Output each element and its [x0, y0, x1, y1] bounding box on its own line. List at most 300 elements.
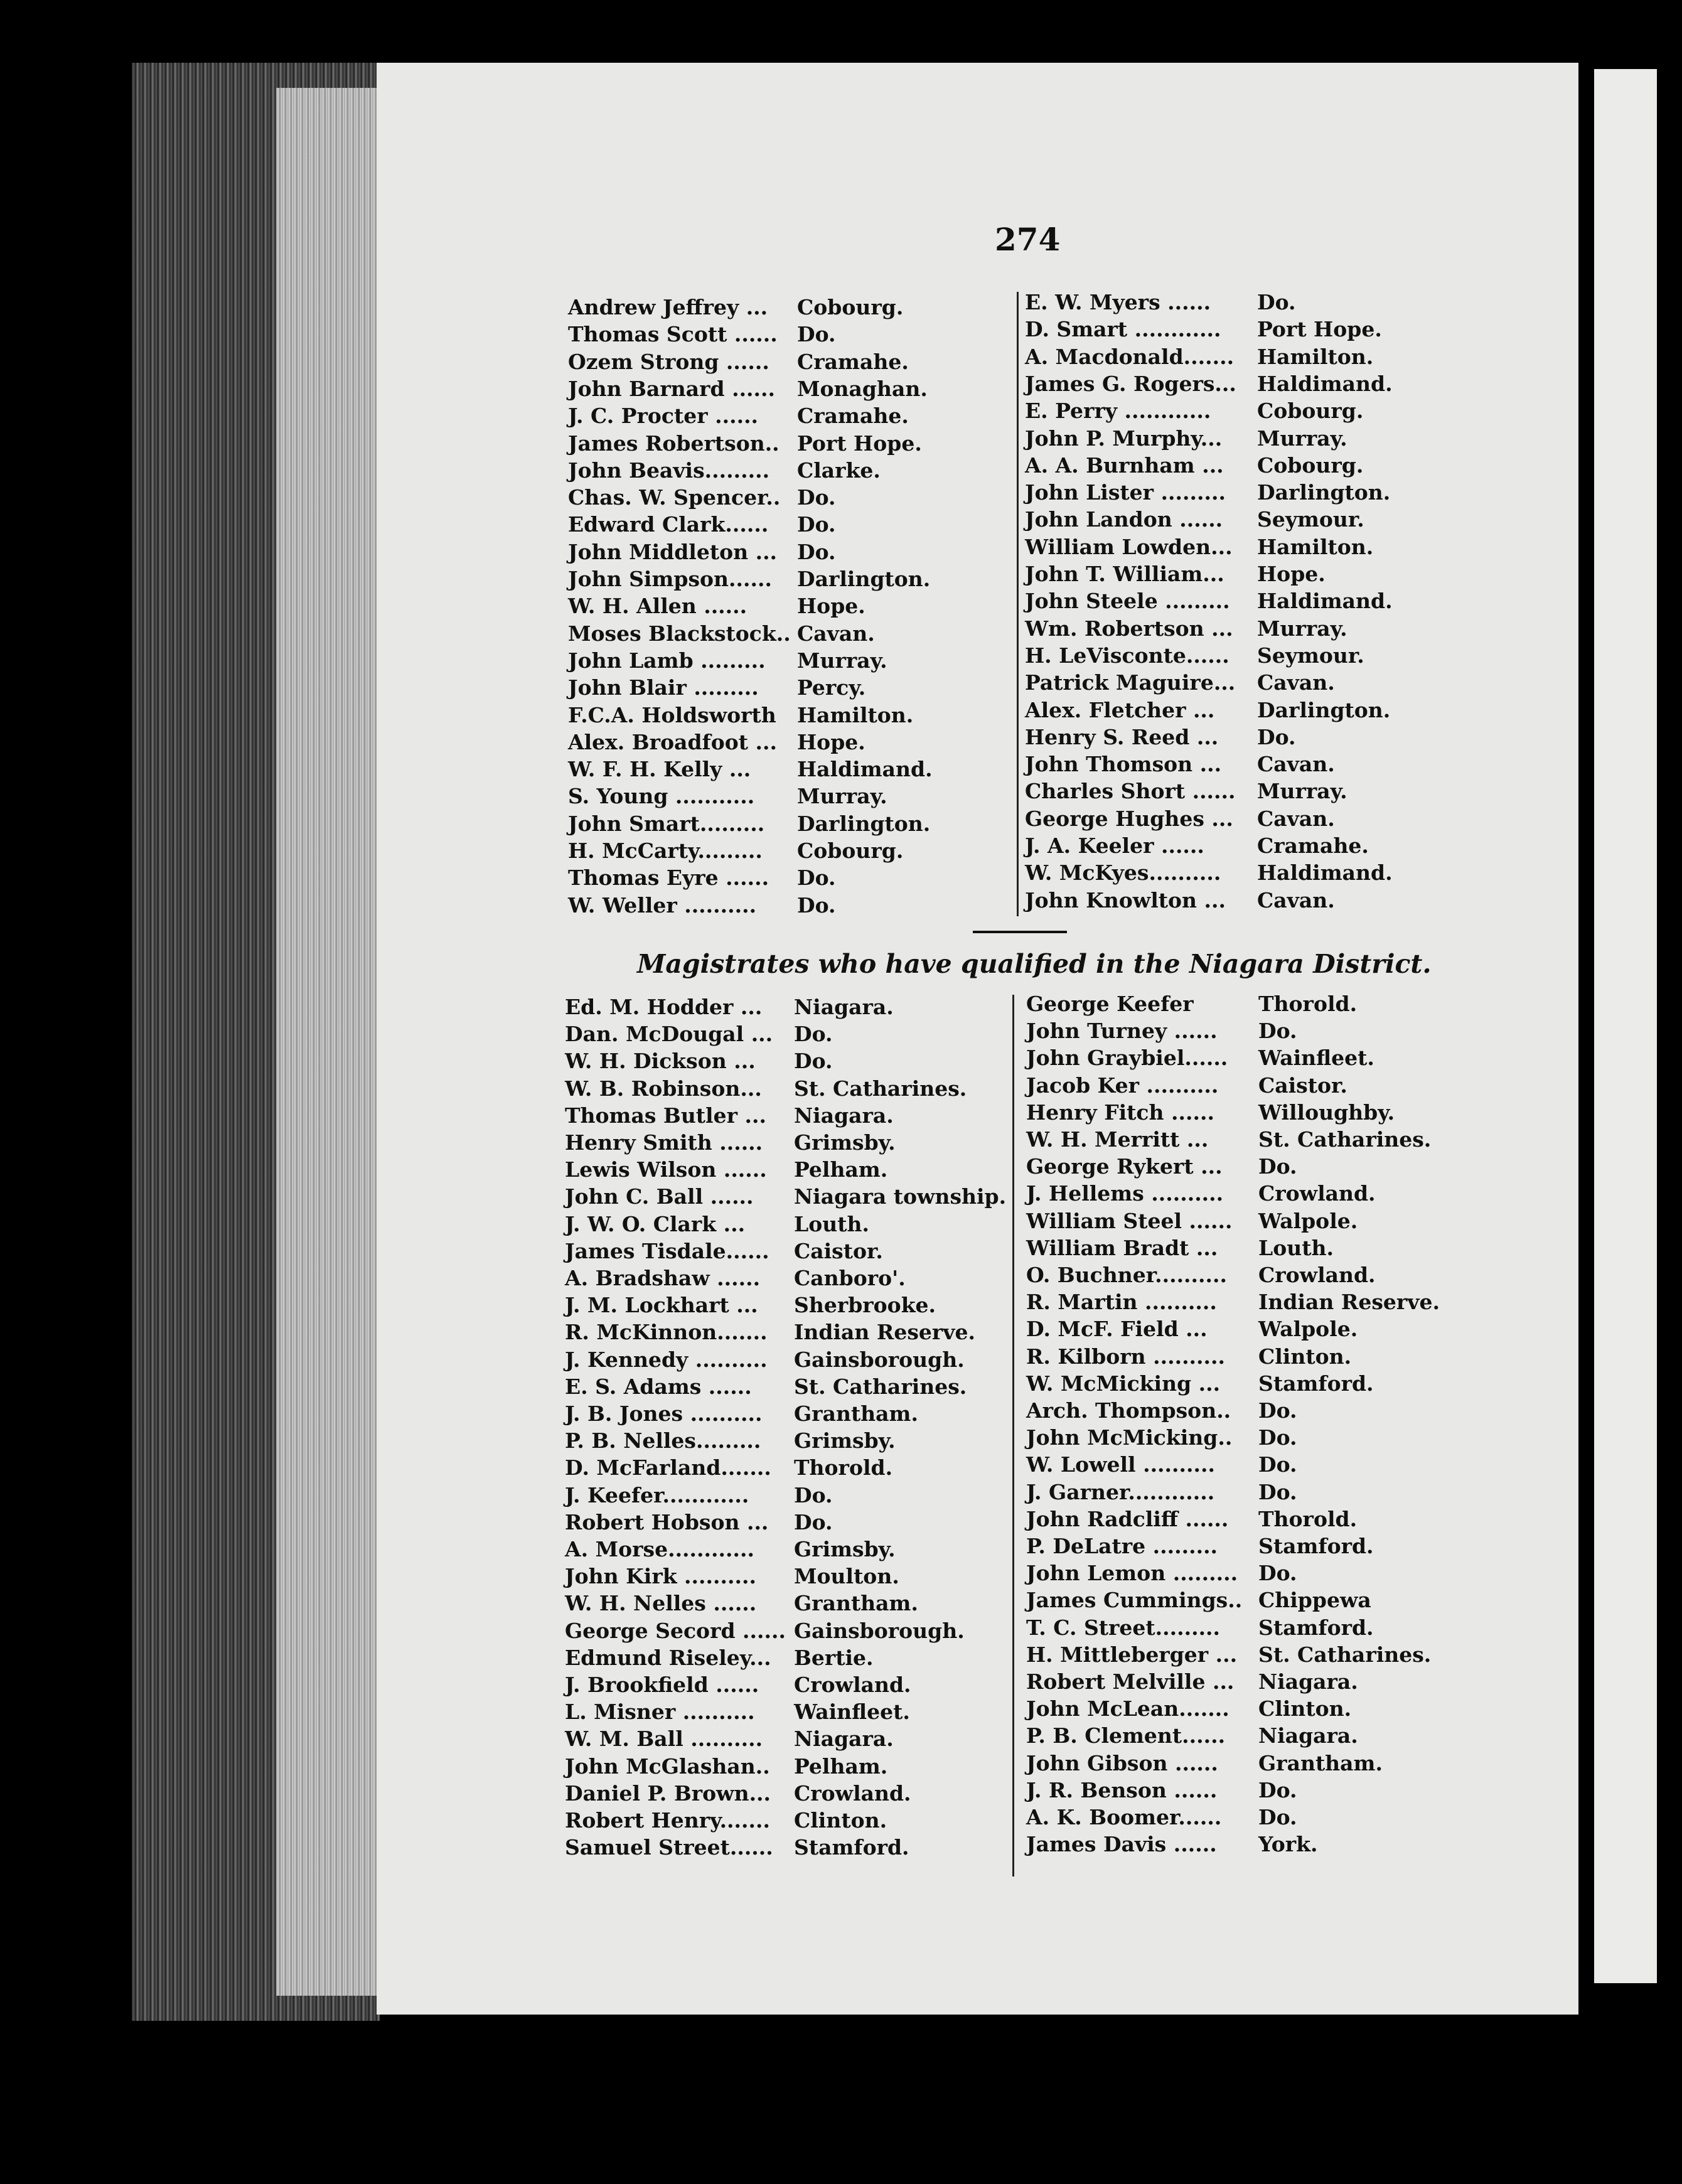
magistrate-name: W. Weller ..........	[568, 892, 757, 918]
magistrate-name: T. C. Street.........	[1026, 1615, 1221, 1640]
magistrate-place: Do.	[797, 892, 836, 918]
magistrate-name: A. A. Burnham ...	[1025, 452, 1224, 478]
magistrate-entry	[1025, 535, 1464, 560]
magistrate-name: R. McKinnon.......	[565, 1320, 768, 1345]
magistrate-entry	[1025, 616, 1464, 641]
magistrate-entry	[565, 1184, 1007, 1209]
magistrate-name: John P. Murphy...	[1025, 426, 1223, 451]
magistrate-place: Port Hope.	[1257, 317, 1382, 342]
magistrate-entry	[1026, 1696, 1465, 1721]
magistrate-entry	[568, 865, 1007, 891]
magistrate-entry	[1025, 725, 1464, 750]
magistrate-place: Thorold.	[1258, 1506, 1358, 1531]
magistrate-place: Grimsby.	[794, 1537, 896, 1561]
magistrate-place: Do.	[1257, 290, 1296, 314]
magistrate-name: J. Hellems ..........	[1026, 1181, 1224, 1206]
magistrate-name: Arch. Thompson..	[1026, 1398, 1231, 1423]
magistrate-entry	[1026, 1073, 1465, 1098]
magistrate-entry	[1026, 1236, 1465, 1261]
magistrate-name: John Middleton ...	[568, 539, 778, 564]
magistrate-name: W. B. Robinson...	[565, 1076, 762, 1101]
magistrate-place: St. Catharines.	[794, 1076, 967, 1101]
magistrate-name: J. Kennedy ..........	[565, 1347, 768, 1372]
magistrate-place: Canboro'.	[794, 1266, 906, 1290]
magistrate-place: Cramahe.	[797, 349, 909, 374]
magistrate-entry	[565, 1455, 1004, 1480]
magistrate-entry	[1026, 992, 1465, 1017]
magistrate-place: Crowland.	[1258, 1263, 1376, 1287]
magistrate-entry	[568, 675, 1007, 700]
magistrate-place: Cobourg.	[1257, 452, 1364, 478]
magistrate-name: E. Perry ............	[1025, 399, 1211, 424]
magistrate-name: J. R. Benson ......	[1026, 1777, 1218, 1802]
magistrate-name: D. McF. Field ...	[1026, 1317, 1208, 1342]
magistrate-place: Stamford.	[794, 1835, 909, 1860]
magistrate-name: D. Smart ............	[1025, 317, 1221, 342]
magistrate-place: Stamford.	[1258, 1534, 1374, 1558]
magistrate-name: W. M. Ball ..........	[565, 1726, 763, 1752]
magistrate-place: Clinton.	[794, 1808, 887, 1833]
magistrate-entry	[1025, 752, 1464, 777]
magistrate-entry	[565, 1049, 1004, 1074]
magistrate-name: W. H. Dickson ...	[565, 1049, 756, 1074]
magistrate-place: Hamilton.	[797, 702, 914, 727]
magistrate-name: Alex. Fletcher ...	[1025, 697, 1215, 722]
magistrate-name: W. H. Merritt ...	[1026, 1127, 1209, 1152]
magistrate-entry	[568, 567, 1007, 592]
magistrate-place: Do.	[1258, 1019, 1297, 1044]
magistrate-place: Do.	[794, 1509, 833, 1534]
magistrate-entry	[565, 1700, 1004, 1725]
magistrate-name: William Lowden...	[1025, 534, 1233, 559]
magistrate-place: Walpole.	[1258, 1317, 1358, 1342]
magistrate-place: Grantham.	[794, 1591, 918, 1616]
magistrate-entry	[1025, 670, 1464, 695]
magistrate-place: Thorold.	[794, 1455, 893, 1480]
magistrate-name: R. Martin ..........	[1026, 1290, 1217, 1315]
magistrate-entry	[1026, 1452, 1465, 1477]
magistrate-place: Darlington.	[1257, 480, 1391, 505]
magistrate-name: Patrick Maguire...	[1025, 670, 1236, 695]
magistrate-entry	[565, 1293, 1004, 1318]
book-page-edges-light	[276, 88, 377, 1996]
magistrate-name: John Knowlton ...	[1025, 887, 1226, 913]
magistrate-place: Do.	[797, 512, 836, 537]
magistrate-name: John Simpson......	[568, 567, 772, 591]
magistrate-entry	[1026, 1154, 1465, 1179]
magistrate-entry	[1025, 290, 1464, 315]
magistrate-name: W. F. H. Kelly ...	[568, 757, 751, 782]
magistrate-name: J. Garner............	[1026, 1479, 1215, 1504]
magistrate-place: Darlington.	[797, 811, 931, 836]
magistrate-entry	[1026, 1507, 1465, 1532]
magistrate-place: Cramahe.	[797, 404, 909, 429]
facing-page-edge	[1594, 69, 1657, 1983]
magistrate-name: W. Lowell ..........	[1026, 1452, 1215, 1477]
magistrate-name: S. Young ...........	[568, 784, 755, 809]
magistrate-name: J. W. O. Clark ...	[565, 1211, 746, 1236]
magistrate-name: Robert Melville ...	[1026, 1669, 1235, 1694]
magistrate-place: Grantham.	[1258, 1750, 1383, 1775]
magistrate-name: J. B. Jones ..........	[565, 1401, 763, 1426]
magistrate-place: Willoughby.	[1258, 1100, 1395, 1125]
magistrate-entry	[565, 1673, 1004, 1698]
magistrate-name: John C. Ball ......	[565, 1184, 754, 1209]
magistrate-place: Cavan.	[1257, 670, 1335, 695]
magistrate-entry	[1026, 1127, 1465, 1152]
magistrate-name: John McLean.......	[1026, 1696, 1229, 1721]
magistrate-entry	[1026, 1398, 1465, 1423]
magistrate-place: Grimsby.	[794, 1428, 896, 1453]
magistrate-place: Hamilton.	[1257, 534, 1374, 559]
magistrate-name: Thomas Scott ......	[568, 322, 778, 347]
magistrate-entry	[1026, 1561, 1465, 1586]
magistrate-name: Moses Blackstock..	[568, 621, 791, 646]
magistrate-entry	[565, 1537, 1004, 1562]
magistrate-entry	[1026, 1371, 1465, 1396]
page-number: 274	[995, 221, 1061, 258]
magistrate-place: Wainfleet.	[794, 1700, 910, 1725]
magistrate-entry	[1025, 345, 1464, 370]
magistrate-name: John Thomson ...	[1025, 752, 1222, 777]
magistrate-entry	[565, 1619, 1004, 1644]
magistrate-name: P. B. Clement......	[1026, 1723, 1226, 1748]
magistrate-place: Chippewa	[1258, 1588, 1371, 1613]
magistrate-place: St. Catharines.	[1258, 1642, 1432, 1667]
magistrate-name: John Gibson ......	[1026, 1750, 1218, 1775]
magistrate-place: Haldimand.	[1257, 589, 1393, 614]
magistrate-entry	[568, 431, 1007, 456]
magistrate-entry	[1025, 643, 1464, 668]
magistrate-entry	[1025, 779, 1464, 804]
magistrate-entry	[1026, 1317, 1465, 1342]
magistrate-entry	[568, 322, 1007, 347]
magistrate-place: Hope.	[797, 729, 865, 754]
magistrate-entry	[568, 295, 1007, 320]
magistrate-name: James Davis ......	[1026, 1832, 1217, 1857]
magistrate-entry	[1026, 1723, 1465, 1748]
magistrate-place: Do.	[1258, 1452, 1297, 1477]
magistrate-place: Cavan.	[1257, 752, 1335, 777]
magistrate-place: Grantham.	[794, 1401, 918, 1426]
magistrate-name: John Blair .........	[568, 675, 759, 700]
magistrate-entry	[1025, 317, 1464, 342]
magistrate-place: Niagara township.	[794, 1184, 1007, 1209]
magistrate-place: Hamilton.	[1257, 344, 1374, 369]
magistrate-place: Do.	[794, 1022, 833, 1047]
magistrate-place: Cobourg.	[797, 838, 904, 863]
magistrate-place: Do.	[794, 1482, 833, 1507]
magistrate-entry	[565, 1428, 1004, 1453]
magistrate-name: John McGlashan..	[565, 1753, 770, 1779]
magistrate-place: Niagara.	[794, 1103, 894, 1128]
magistrate-name: William Steel ......	[1026, 1208, 1233, 1233]
magistrate-name: Daniel P. Brown...	[565, 1780, 771, 1806]
magistrate-entry	[565, 1239, 1004, 1264]
magistrate-name: James Tisdale......	[565, 1238, 769, 1263]
magistrate-place: Do.	[1258, 1777, 1297, 1802]
magistrate-entry	[568, 757, 1007, 782]
magistrate-entry	[568, 350, 1007, 375]
magistrate-entry	[1026, 1669, 1465, 1694]
magistrate-entry	[1025, 399, 1464, 424]
magistrate-place: Thorold.	[1258, 992, 1358, 1016]
magistrate-name: Ozem Strong ......	[568, 349, 769, 374]
magistrate-name: D. McFarland.......	[565, 1455, 771, 1480]
magistrate-name: George Rykert ...	[1026, 1154, 1223, 1179]
magistrate-entry	[568, 485, 1007, 510]
magistrate-place: Niagara.	[1258, 1669, 1358, 1694]
magistrate-name: Henry S. Reed ...	[1025, 724, 1219, 749]
magistrate-entry	[1025, 372, 1464, 397]
magistrate-place: Do.	[797, 485, 836, 510]
magistrate-name: James G. Rogers...	[1025, 371, 1236, 396]
magistrate-place: Murray.	[797, 648, 887, 673]
magistrate-name: H. Mittleberger ...	[1026, 1642, 1238, 1667]
magistrate-entry	[565, 1374, 1004, 1400]
magistrate-entry	[1026, 1046, 1465, 1071]
magistrate-place: Grimsby.	[794, 1130, 896, 1155]
magistrate-entry	[1025, 426, 1464, 451]
magistrate-entry	[1025, 562, 1464, 587]
magistrate-name: Dan. McDougal ...	[565, 1022, 773, 1047]
magistrate-entry	[568, 730, 1007, 755]
magistrate-entry	[565, 1347, 1004, 1373]
magistrate-entry	[565, 1401, 1004, 1427]
magistrate-entry	[565, 995, 1004, 1020]
magistrate-name: John Turney ......	[1026, 1019, 1218, 1044]
magistrate-place: Walpole.	[1258, 1208, 1358, 1233]
magistrate-name: W. H. Nelles ......	[565, 1591, 757, 1616]
magistrate-entry	[1025, 480, 1464, 505]
magistrate-place: Sherbrooke.	[794, 1293, 936, 1318]
magistrate-place: Clinton.	[1258, 1696, 1352, 1721]
magistrate-place: Niagara.	[794, 995, 894, 1019]
magistrate-name: Edward Clark......	[568, 512, 769, 537]
magistrate-place: Cavan.	[1257, 806, 1335, 831]
magistrate-place: Murray.	[1257, 779, 1347, 804]
magistrate-name: Robert Hobson ...	[565, 1509, 769, 1534]
magistrate-name: John Lemon .........	[1026, 1561, 1238, 1586]
magistrate-entry	[1026, 1425, 1465, 1450]
magistrate-entry	[1026, 1209, 1465, 1234]
magistrate-name: John Landon ......	[1025, 507, 1223, 532]
magistrate-place: York.	[1258, 1832, 1318, 1857]
magistrate-entry	[568, 404, 1007, 429]
magistrate-entry	[1025, 806, 1464, 832]
magistrate-place: Do.	[1258, 1398, 1297, 1423]
magistrate-place: Louth.	[1258, 1235, 1334, 1260]
magistrate-place: Cramahe.	[1257, 833, 1369, 858]
magistrate-place: Niagara.	[794, 1726, 894, 1752]
magistrate-place: Darlington.	[1257, 697, 1391, 722]
magistrate-entry	[565, 1510, 1004, 1535]
magistrate-place: Do.	[1258, 1561, 1297, 1586]
magistrate-entry	[1026, 1751, 1465, 1776]
magistrate-name: John Lamb .........	[568, 648, 766, 673]
magistrate-place: Moulton.	[794, 1564, 899, 1589]
magistrate-name: Wm. Robertson ...	[1025, 616, 1233, 641]
magistrate-name: James Robertson..	[568, 431, 779, 456]
magistrate-entry	[1026, 1778, 1465, 1803]
magistrate-place: Percy.	[797, 675, 866, 700]
magistrate-name: Henry Fitch ......	[1026, 1100, 1214, 1125]
magistrate-entry	[1026, 1832, 1465, 1857]
magistrate-place: Caistor.	[794, 1238, 883, 1263]
magistrate-entry	[1025, 888, 1464, 913]
magistrate-entry	[1026, 1534, 1465, 1559]
magistrate-entry	[565, 1835, 1004, 1860]
magistrate-name: W. McKyes..........	[1025, 860, 1221, 886]
magistrate-entry	[568, 703, 1007, 728]
magistrate-name: John Lister .........	[1025, 480, 1226, 505]
magistrate-entry	[565, 1076, 1004, 1101]
magistrate-entry	[1026, 1344, 1465, 1369]
magistrate-name: John Steele .........	[1025, 589, 1230, 614]
magistrate-place: Do.	[1258, 1425, 1297, 1450]
magistrate-name: Henry Smith ......	[565, 1130, 763, 1155]
magistrate-name: John Smart.........	[568, 811, 765, 836]
magistrate-place: Indian Reserve.	[1258, 1290, 1440, 1315]
magistrate-name: John T. William...	[1025, 562, 1224, 586]
magistrate-place: Indian Reserve.	[794, 1320, 975, 1345]
magistrate-entry	[565, 1564, 1004, 1589]
magistrate-place: Louth.	[794, 1211, 869, 1236]
magistrate-name: John Barnard ......	[568, 376, 776, 401]
magistrate-name: H. LeVisconte......	[1025, 643, 1229, 668]
magistrate-entry	[565, 1781, 1004, 1806]
magistrate-entry	[1026, 1642, 1465, 1667]
magistrate-entry	[1026, 1019, 1465, 1044]
magistrate-name: E. S. Adams ......	[565, 1374, 752, 1399]
magistrate-place: Do.	[1258, 1154, 1297, 1179]
magistrate-entry	[1026, 1290, 1465, 1315]
magistrate-place: Seymour.	[1257, 507, 1364, 532]
magistrate-place: Hope.	[1257, 562, 1326, 586]
magistrate-entry	[1025, 589, 1464, 614]
magistrate-entry	[565, 1212, 1004, 1237]
magistrate-place: Haldimand.	[1257, 371, 1393, 396]
magistrate-name: P. B. Nelles.........	[565, 1428, 761, 1453]
magistrate-name: A. K. Boomer......	[1026, 1805, 1222, 1829]
magistrate-place: Caistor.	[1258, 1073, 1347, 1098]
section-heading: Magistrates who have qualified in the Niagara District.	[637, 949, 1432, 979]
magistrate-place: Hope.	[797, 594, 865, 619]
magistrate-name: J. Keefer............	[565, 1482, 749, 1507]
magistrate-entry	[1026, 1480, 1465, 1505]
magistrate-name: John Graybiel......	[1026, 1046, 1228, 1071]
magistrate-name: Samuel Street......	[565, 1835, 773, 1860]
magistrate-name: George Secord ......	[565, 1618, 786, 1643]
magistrate-entry	[565, 1754, 1004, 1779]
magistrate-place: Bertie.	[794, 1645, 874, 1670]
magistrate-name: Robert Henry.......	[565, 1808, 770, 1833]
magistrate-entry	[568, 811, 1007, 837]
magistrate-place: Pelham.	[794, 1157, 888, 1182]
magistrate-name: J. Brookfield ......	[565, 1673, 759, 1697]
magistrate-entry	[1026, 1588, 1465, 1613]
magistrate-entry	[1026, 1615, 1465, 1641]
magistrate-place: Wainfleet.	[1258, 1046, 1374, 1071]
magistrate-entry	[1025, 860, 1464, 886]
magistrate-place: Crowland.	[1258, 1181, 1376, 1206]
magistrate-entry	[1025, 507, 1464, 532]
magistrate-place: Cavan.	[797, 621, 875, 646]
magistrate-place: Haldimand.	[1257, 860, 1393, 886]
magistrate-entry	[568, 377, 1007, 402]
magistrate-place: Cobourg.	[797, 295, 904, 319]
magistrate-name: A. Macdonald.......	[1025, 344, 1235, 369]
magistrate-entry	[1026, 1805, 1465, 1830]
magistrate-entry	[568, 648, 1007, 673]
magistrate-name: Charles Short ......	[1025, 779, 1236, 804]
magistrate-place: Crowland.	[794, 1780, 911, 1806]
magistrate-entry	[1025, 453, 1464, 478]
magistrate-name: John Radcliff ......	[1026, 1506, 1229, 1531]
magistrate-place: Do.	[794, 1049, 833, 1074]
magistrate-name: Jacob Ker ..........	[1026, 1073, 1219, 1098]
magistrate-entry	[565, 1022, 1004, 1047]
magistrate-place: Do.	[1258, 1805, 1297, 1829]
magistrate-entry	[568, 621, 1007, 646]
magistrate-entry	[565, 1157, 1004, 1182]
magistrate-entry	[1026, 1100, 1465, 1125]
magistrate-place: Do.	[797, 865, 836, 891]
column-divider-top	[1017, 292, 1019, 916]
magistrate-name: P. DeLatre .........	[1026, 1534, 1218, 1558]
magistrate-entry	[565, 1726, 1004, 1752]
magistrate-place: Gainsborough.	[794, 1618, 965, 1643]
magistrate-name: Thomas Eyre ......	[568, 865, 769, 891]
magistrate-name: John Beavis.........	[568, 458, 770, 483]
magistrate-name: Alex. Broadfoot ...	[568, 729, 777, 754]
magistrate-name: R. Kilborn ..........	[1026, 1344, 1225, 1369]
magistrate-place: Do.	[797, 322, 836, 347]
magistrate-entry	[568, 458, 1007, 483]
magistrate-name: A. Bradshaw ......	[565, 1266, 761, 1290]
magistrate-place: Do.	[797, 539, 836, 564]
magistrate-entry	[568, 540, 1007, 565]
magistrate-name: Chas. W. Spencer..	[568, 485, 781, 510]
magistrate-place: Seymour.	[1257, 643, 1364, 668]
magistrate-entry	[565, 1320, 1004, 1345]
magistrate-entry	[565, 1591, 1004, 1616]
magistrate-place: Do.	[1258, 1479, 1297, 1504]
magistrate-place: Niagara.	[1258, 1723, 1358, 1748]
magistrate-name: Andrew Jeffrey ...	[568, 295, 768, 319]
magistrate-place: Port Hope.	[797, 431, 922, 456]
magistrate-place: Murray.	[1257, 426, 1347, 451]
magistrate-place: Cavan.	[1257, 887, 1335, 913]
magistrate-entry	[568, 784, 1007, 809]
magistrate-entry	[1026, 1181, 1465, 1206]
magistrate-name: W. H. Allen ......	[568, 594, 747, 619]
magistrate-entry	[1025, 698, 1464, 723]
magistrate-name: H. McCarty.........	[568, 838, 763, 863]
magistrate-place: Monaghan.	[797, 376, 928, 401]
magistrate-entry	[568, 594, 1007, 619]
magistrate-entry	[565, 1266, 1004, 1291]
magistrate-name: J. M. Lockhart ...	[565, 1293, 758, 1318]
magistrate-entry	[565, 1483, 1004, 1508]
magistrate-place: Crowland.	[794, 1673, 911, 1697]
magistrate-entry	[568, 838, 1007, 864]
magistrate-place: Pelham.	[794, 1753, 888, 1779]
magistrate-entry	[1025, 833, 1464, 859]
section-rule	[973, 931, 1067, 933]
magistrate-name: L. Misner ..........	[565, 1700, 755, 1725]
magistrate-name: George Hughes ...	[1025, 806, 1233, 831]
